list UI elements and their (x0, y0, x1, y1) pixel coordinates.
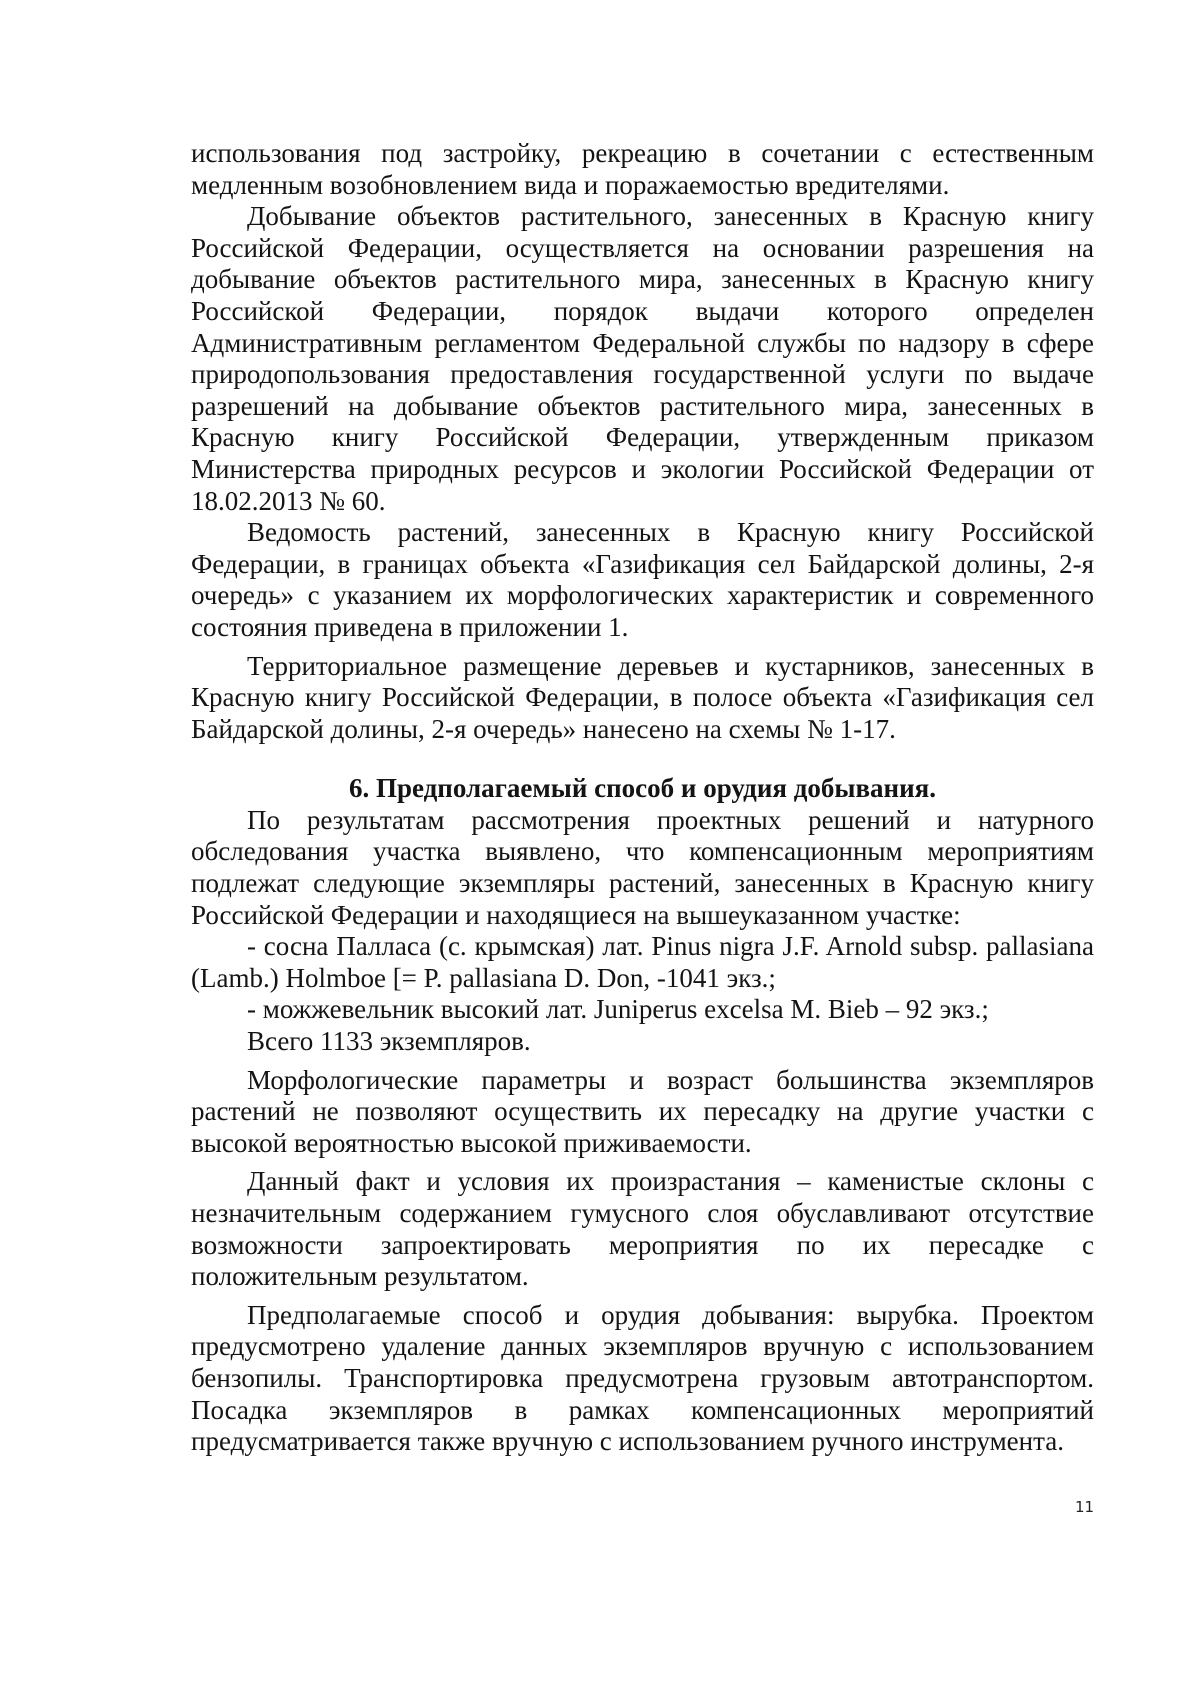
paragraph-survey-results: По результатам рассмотрения проектных решений и натурного обследования участка выявлено, что компенсационным мероприятиям подлежат следующие экземпляры растений, занесенных в Красную книгу Российской Федерации и находящиеся на вышеуказанном участке: (191, 804, 1094, 930)
paragraph-plant-list: Ведомость растений, занесенных в Красную книгу Российской Федерации, в границах объекта «Газификация сел Байдарской долины, 2-я очередь» с указанием их морфологических характеристик и современного состояния приведена в приложении 1. (191, 517, 1094, 642)
document-body (191, 138, 1094, 1458)
list-item-juniper: - можжевельник высокий лат. Juniperus excelsa M. Bieb – 92 экз.; (247, 994, 989, 1025)
paragraph-conditions: Данный факт и условия их произрастания – каменистые склоны с незначительным содержанием гумусного слоя обуславливают отсутствие возможности запроектировать мероприятия по их пересадке с положительным результатом. (191, 1166, 1094, 1292)
paragraph-continuation: использования под застройку, рекреацию в сочетании с естественным медленным возобновлением вида и поражаемостью вредителями. (191, 138, 1094, 200)
paragraph-extraction-permit: Добывание объектов растительного, занесенных в Красную книгу Российской Федерации, осуществляется на основании разрешения на добывание объектов растительного мира, занесенных в Красную книгу Российской Федерации, порядок выдачи которого определен Административным регламентом Федеральной службы по надзору в сфере природопользования предоставления государственной услуги по выдаче разрешений на добывание объектов растительного мира, занесенных в Красную книгу Российской Федерации, утвержденным приказом Министерства природных ресурсов и экологии Российской Федерации от 18.02.2013 № 60. (191, 201, 1094, 516)
section-heading: 6. Предполагаемый способ и орудия добывания. (348, 773, 937, 804)
paragraph-morphology: Морфологические параметры и возраст большинства экземпляров растений не позволяют осуществить их пересадку на другие участки с высокой вероятностью высокой приживаемости. (191, 1064, 1094, 1158)
page-number: 11 (1075, 1498, 1095, 1516)
list-item-pine: - сосна Палласа (с. крымская) лат. Pinus nigra J.F. Arnold subsp. pallasiana (Lamb.) Holmboe [= P. pallasiana D. Don, -1041 экз.; (191, 931, 1094, 993)
paragraph-total: Всего 1133 экземпляров. (247, 1026, 531, 1057)
paragraph-placement: Территориальное размещение деревьев и кустарников, занесенных в Красную книгу Российской Федерации, в полосе объекта «Газификация сел Байдарской долины, 2-я очередь» нанесено на схемы № 1-17. (191, 650, 1094, 744)
paragraph-method: Предполагаемые способ и орудия добывания: вырубка. Проектом предусмотрено удаление данных экземпляров вручную с использованием бензопилы. Транспортировка предусмотрена грузовым автотранспортом. Посадка экземпляров в рамках компенсационных мероприятий предусматривается также вручную с использованием ручного инструмента. (191, 1299, 1094, 1457)
